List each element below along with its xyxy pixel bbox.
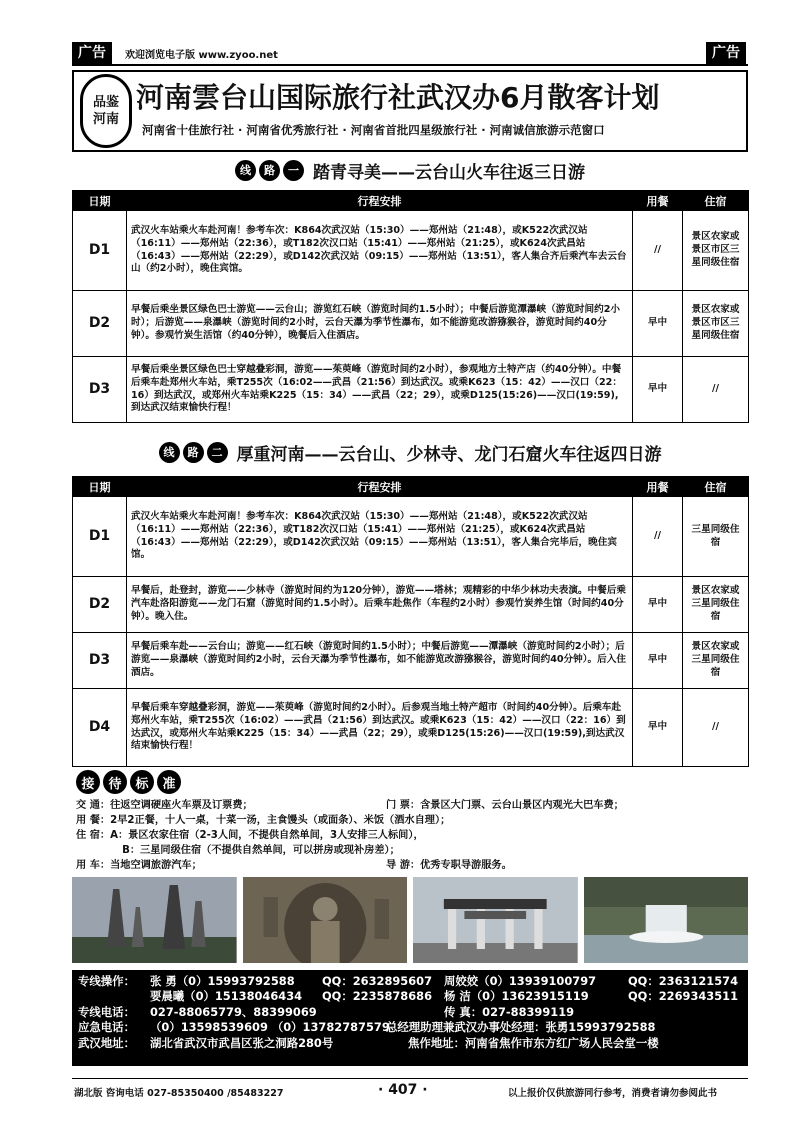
route1-badge: 路: [259, 160, 280, 181]
list-item: [76, 843, 748, 858]
footer-divider: [72, 1078, 748, 1079]
route2-badge: 二: [207, 442, 228, 463]
contact-row: [78, 1036, 742, 1051]
page-number: · 407 ·: [378, 1082, 428, 1098]
contact-block: [72, 970, 748, 1066]
day-cell: D1: [73, 497, 127, 577]
contact-phone[interactable]: 杨 洁（0）13623915119: [444, 989, 589, 1004]
photo-pagoda-forest: [72, 877, 237, 963]
meal-cell: 早中: [633, 357, 683, 423]
route1-table: [72, 190, 749, 423]
plan-cell: 早餐后乘坐景区绿色巴士穿越叠彩洞，游览——茱萸峰（游览时间约2小时），参观地方土特产店（约40分钟）。中餐后乘车赴郑州火车站，乘T255次（16:02——武昌（21:56）到达武汉。或乘K623（15：42）——汉口（22：16）到达武汉，或郑州火车站乘K225（15：34）——武昌（22；29），或乘D125(15:26)——汉口(19:59),到达武汉结束愉快行程！: [127, 357, 633, 423]
col-header: 日期: [73, 477, 127, 497]
footer-phone: 湖北版 咨询电话 027-85350400 /85483227: [74, 1088, 284, 1099]
plan-cell: 武汉火车站乘火车赴河南！参考车次：K864次武汉站（15:30）——郑州站（21:48），或K522次武汉站（16:11）——郑州站（22:36），或T182次汉口站（15:41）——郑州站（21:25），或K624次武昌站（16:43）——郑州站（22:29），或D142次武汉站（09:15）——郑州站（13:51），客人集合完毕后，晚住宾馆。: [127, 497, 633, 577]
contact-address: 湖北省武汉市武昌区张之洞路280号: [150, 1035, 334, 1050]
photo-temple-gate: [413, 877, 578, 963]
page-subtitle: 河南省十佳旅行社 · 河南省优秀旅行社 · 河南省首批四星级旅行社 · 河南诚信旅游示范窗口: [142, 123, 605, 137]
contact-qq[interactable]: QQ：2363121574: [628, 974, 739, 988]
standards-badge: 待: [103, 770, 127, 794]
route2-badge: 线: [159, 442, 180, 463]
photo-grottoes: [243, 877, 408, 963]
contact-fax[interactable]: 传 真：027-88399119: [444, 1004, 575, 1019]
col-header: 行程安排: [127, 477, 633, 497]
route1-name: 踏青寻美——云台山火车往返三日游: [313, 162, 585, 183]
stay-cell: //: [683, 357, 749, 423]
meal-cell: 早中: [633, 291, 683, 357]
standard-text: 用 车：当地空调旅游汽车；: [76, 860, 202, 871]
day-cell: D3: [73, 633, 127, 689]
col-header: 行程安排: [127, 191, 633, 211]
ad-label-right: 广告: [706, 42, 746, 64]
meal-cell: //: [633, 497, 683, 577]
welcome-text[interactable]: 欢迎浏览电子版 www.zyoo.net: [125, 50, 278, 61]
list-item: [76, 828, 748, 843]
page-title: 河南雲台山国际旅行社武汉办6月散客计划: [136, 81, 660, 114]
day-cell: D2: [73, 291, 127, 357]
standard-text: 导 游：优秀专职导游服务。: [386, 860, 512, 871]
table-row: [73, 497, 749, 577]
standard-text: 住 宿：A：景区农家住宿（2-3人间，不提供自然单间，3人安排三人标间），: [76, 830, 424, 841]
list-item: [76, 798, 748, 813]
table-row: [73, 633, 749, 689]
contact-label: 应急电话：: [78, 1020, 135, 1035]
stay-cell: 景区农家或景区市区三星同级住宿: [683, 211, 749, 291]
col-header: 住宿: [683, 477, 749, 497]
standards-badge: 准: [157, 770, 181, 794]
contact-qq[interactable]: QQ：2632895607: [322, 974, 433, 988]
photo-waterfall: [584, 877, 749, 963]
contact-label: 专线操作：: [78, 974, 135, 988]
meal-cell: 早中: [633, 633, 683, 689]
contact-phone[interactable]: 周姣姣（0）13939100797: [444, 974, 597, 988]
table-row: [73, 689, 749, 767]
table-row: [73, 357, 749, 423]
contact-label: 武汉地址：: [78, 1035, 135, 1050]
contact-phone[interactable]: 要晨曦（0）15138046434: [150, 989, 303, 1004]
table-row: [73, 211, 749, 291]
standard-text: 门 票：含景区大门票、云台山景区内观光大巴车费；: [386, 800, 624, 811]
stay-cell: 景区农家或三星同级住宿: [683, 633, 749, 689]
contact-address: 焦作地址：河南省焦作市东方红广场人民会堂一楼: [408, 1035, 659, 1050]
meal-cell: 早中: [633, 689, 683, 767]
stay-cell: 景区农家或景区市区三星同级住宿: [683, 291, 749, 357]
route2-badge: 路: [183, 442, 204, 463]
route1-badge: 线: [235, 160, 256, 181]
route2-table: [72, 476, 749, 767]
standard-text: 用 餐：2早2正餐，十人一桌，十菜一汤，主食馒头（或面条）、米饭（酒水自理）；: [76, 815, 451, 826]
standard-text: 交 通：往返空调硬座火车票及订票费；: [76, 800, 253, 811]
contact-row: [78, 1020, 742, 1035]
table-row: [73, 291, 749, 357]
contact-phone[interactable]: （0）13598539609 （0）13782787579: [150, 1020, 390, 1035]
route2-heading: [72, 438, 748, 466]
logo: [80, 74, 132, 148]
contact-row: [78, 989, 742, 1004]
contact-phone[interactable]: 027-88065779、88399069: [150, 1004, 317, 1019]
day-cell: D2: [73, 577, 127, 633]
footer-note: 以上报价仅供旅游同行参考，消费者请勿参阅此书: [508, 1088, 718, 1099]
plan-cell: 早餐后乘车穿越叠彩洞，游览——茱萸峰（游览时间约2小时）。后参观当地土特产超市（时间约40分钟）。后乘车赴郑州火车站，乘T255次（16:02）——武昌（21:56）到达武汉。或乘K623（15：42）——汉口（22：16）到达武汉，或郑州火车站乘K225（15：34）——武昌（22；29），或乘D125(15:26)——汉口(19:59),到达武汉结束愉快行程！: [127, 689, 633, 767]
logo-text: 品鉴河南: [92, 95, 119, 127]
stay-cell: 三星同级住宿: [683, 497, 749, 577]
contact-row: [78, 1005, 742, 1020]
day-cell: D4: [73, 689, 127, 767]
col-header: 用餐: [633, 477, 683, 497]
list-item: [76, 813, 748, 828]
contact-phone[interactable]: 张 勇（0）15993792588: [150, 974, 295, 988]
meal-cell: 早中: [633, 577, 683, 633]
day-cell: D1: [73, 211, 127, 291]
table-row: [73, 577, 749, 633]
plan-cell: 早餐后乘车赴——云台山；游览——红石峡（游览时间约1.5小时）；中餐后游览——潭瀑峡（游览时间约2小时）；后游览——泉瀑峡（游览时间约2小时，云台天瀑为季节性瀑布，如不能游览改游猕猴谷，游览时间约40分钟）。后入住酒店。: [127, 633, 633, 689]
route1-heading: [72, 156, 748, 184]
list-item: [76, 858, 748, 873]
contact-manager: 总经理助理兼武汉办事处经理：张勇15993792588: [386, 1020, 656, 1035]
standards-badge: 接: [76, 770, 100, 794]
plan-cell: 早餐后乘坐景区绿色巴士游览——云台山；游览红石峡（游览时间约1.5小时）；中餐后游览潭瀑峡（游览时间约2小时）；后游览——泉瀑峡（游览时间约2小时，云台天瀑为季节性瀑布，如不能游览改游猕猴谷，游览时间约40分钟）。参观竹炭生活馆（约40分钟），晚餐后入住酒店。: [127, 291, 633, 357]
col-header: 日期: [73, 191, 127, 211]
col-header: 用餐: [633, 191, 683, 211]
contact-qq[interactable]: QQ：2235878686: [322, 989, 433, 1004]
table-header: [73, 477, 749, 497]
contact-qq[interactable]: QQ：2269343511: [628, 989, 739, 1004]
stay-cell: 景区农家或三星同级住宿: [683, 577, 749, 633]
col-header: 住宿: [683, 191, 749, 211]
photo-strip: [72, 877, 748, 963]
route2-name: 厚重河南——云台山、少林寺、龙门石窟火车往返四日游: [236, 444, 662, 465]
table-header: [73, 191, 749, 211]
stay-cell: //: [683, 689, 749, 767]
meal-cell: //: [633, 211, 683, 291]
ad-label-left: 广告: [72, 42, 112, 64]
plan-cell: 武汉火车站乘火车赴河南！参考车次：K864次武汉站（15:30）——郑州站（21:48），或K522次武汉站（16:11）——郑州站（22:36），或T182次汉口站（15:41）——郑州站（21:25），或K624次武昌站（16:43）——郑州站（22:29），或D142次武汉站（09:15）——郑州站（13:51），客人集合齐后乘汽车去云台山（约2小时），晚住宾馆。: [127, 211, 633, 291]
contact-label: 专线电话：: [78, 1004, 135, 1019]
standards-badge: 标: [130, 770, 154, 794]
standards-heading: [76, 770, 181, 794]
standards-list: [76, 798, 748, 873]
route1-badge: 一: [283, 160, 304, 181]
day-cell: D3: [73, 357, 127, 423]
plan-cell: 早餐后，赴登封，游览——少林寺（游览时间约为120分钟），游览——塔林；观精彩的中华少林功夫表演。中餐后乘汽车赴洛阳游览——龙门石窟（游览时间约1.5小时）。后乘车赴焦作（车程约2小时）参观竹炭养生馆（时间约40分钟）。晚入住。: [127, 577, 633, 633]
standard-text: B：三星同级住宿（不提供自然单间，可以拼房或现补房差）；: [76, 845, 400, 856]
contact-row: [78, 974, 742, 989]
